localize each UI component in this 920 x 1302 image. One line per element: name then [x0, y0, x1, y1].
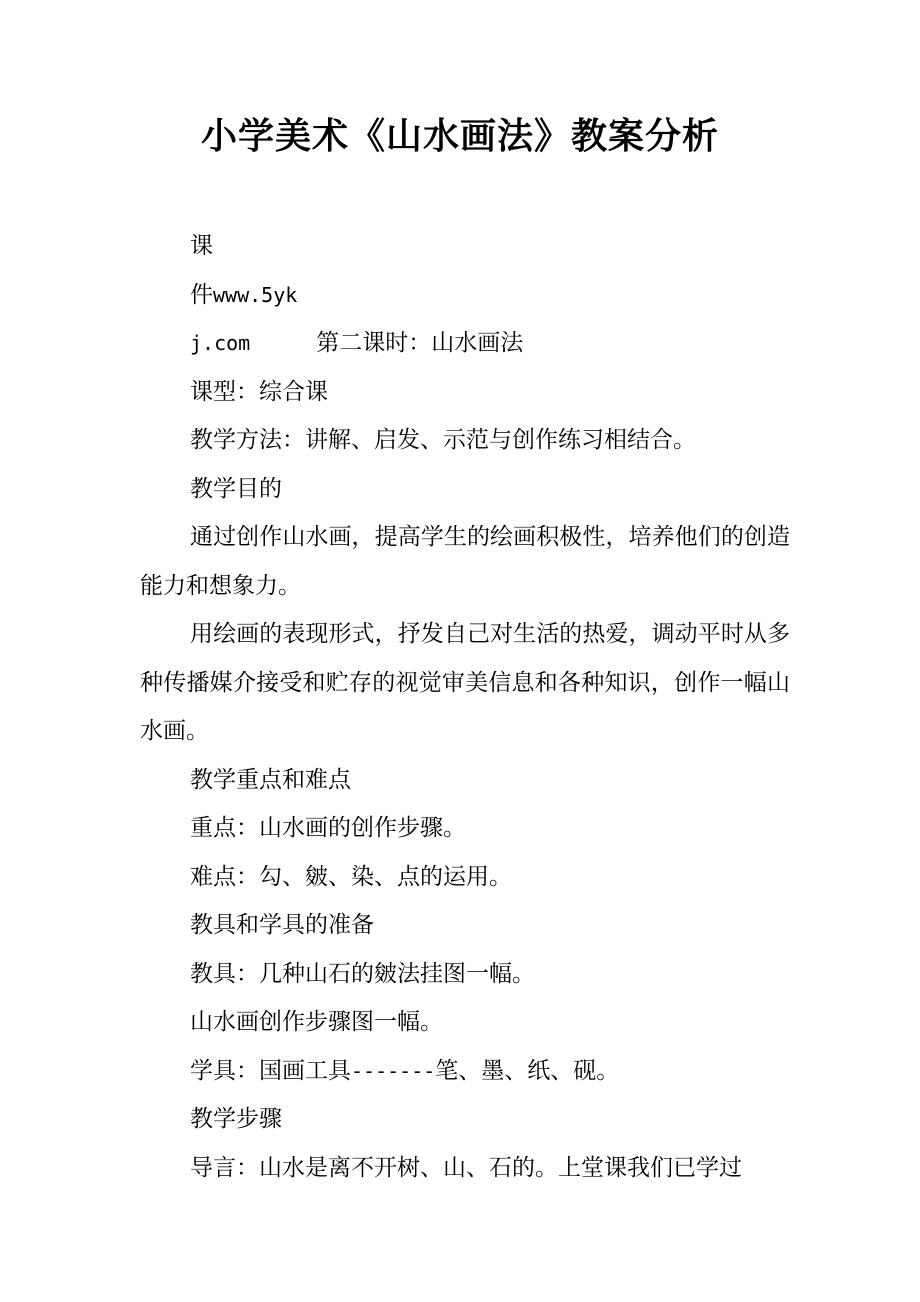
- dash-line: -------: [351, 1058, 436, 1083]
- line-teacher-materials: 教具：几种山石的皴法挂图一幅。: [190, 960, 535, 987]
- line-introduction: 导言：山水是离不开树、山、石的。上堂课我们已学过: [190, 1154, 742, 1181]
- lesson-title: 第二课时：山水画法: [316, 330, 524, 356]
- line-student-materials: [140, 1047, 790, 1096]
- line-key-point: 重点：山水画的创作步骤。: [190, 815, 466, 841]
- line-step-chart: 山水画创作步骤图一幅。: [190, 1009, 443, 1035]
- heading-key-points: 教学重点和难点: [190, 766, 351, 793]
- heading-teaching-steps: 教学步骤: [190, 1106, 282, 1132]
- line-difficulty: 难点：勾、皴、染、点的运用。: [190, 863, 512, 890]
- student-materials-list: 笔、墨、纸、砚。: [435, 1057, 620, 1084]
- line-lesson-title: [140, 319, 790, 368]
- url-fragment-1: www.5yk: [213, 282, 298, 307]
- line-lesson-type: 课型：综合课: [190, 378, 328, 405]
- line-ke: 课: [190, 233, 213, 259]
- heading-teaching-goal: 教学目的: [190, 475, 282, 502]
- document-body: [140, 222, 790, 1192]
- heading-materials: 教具和学具的准备: [190, 912, 374, 938]
- line-jian-char: 件: [190, 281, 213, 308]
- paragraph-goal-2: 用绘画的表现形式，抒发自己对生活的热爱，调动平时从多种传播媒介接受和贮存的视觉审美信息和各种知识，创作一幅山水画。: [140, 621, 790, 744]
- student-materials-label: 学具：国画工具: [190, 1057, 351, 1084]
- document-title: 小学美术《山水画法》教案分析: [200, 115, 719, 157]
- paragraph-goal-1: 通过创作山水画，提高学生的绘画积极性，培养他们的创造能力和想象力。: [140, 524, 790, 599]
- line-jian-url: [140, 271, 790, 320]
- url-fragment-2: j.com: [190, 331, 251, 355]
- line-teaching-method: 教学方法：讲解、启发、示范与创作练习相结合。: [190, 427, 696, 453]
